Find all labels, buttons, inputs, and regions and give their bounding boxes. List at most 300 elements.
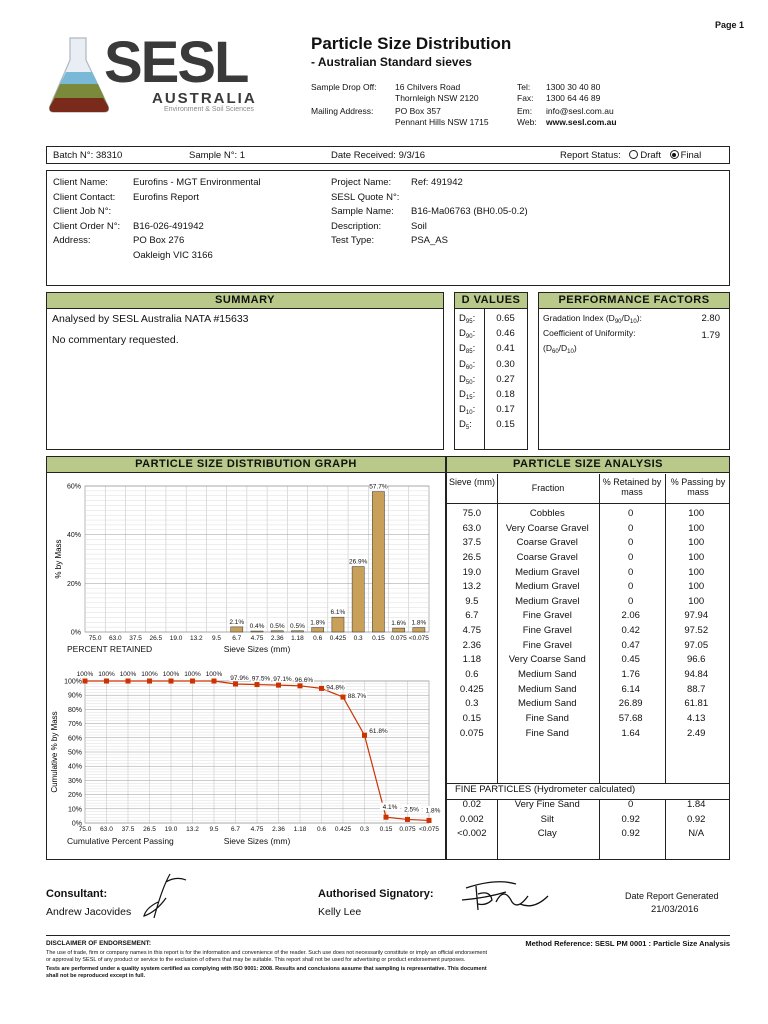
sample-label: Sample N°: (189, 150, 238, 161)
x-tick-label: 6.7 (232, 635, 242, 642)
passing-cell: 4.13 (686, 712, 706, 724)
x-tick-label: 0.075 (390, 635, 407, 642)
dvalue-label: $D_5$: (459, 419, 472, 432)
bar-label: 57.7% (369, 483, 388, 491)
performance-header: PERFORMANCE FACTORS (539, 293, 729, 309)
point-label: 100% (76, 671, 94, 678)
sieve-cell: 75.0 (462, 508, 482, 519)
fraction-cell: Cobbles (529, 508, 565, 519)
passing-cell: 0.92 (686, 813, 706, 825)
bar (312, 628, 324, 632)
fraction-cell: Medium Gravel (515, 595, 580, 607)
data-point (319, 686, 324, 691)
retained-cell: 26.89 (618, 698, 643, 710)
bar (413, 628, 425, 632)
dvalue-value: 0.30 (496, 358, 515, 370)
bar (291, 631, 303, 632)
passing-cell: 97.94 (684, 610, 709, 622)
passing-cell: 100 (688, 508, 705, 519)
sieve-cell: 63.0 (462, 522, 482, 534)
batch-bar (46, 146, 730, 164)
fraction-cell: Silt (540, 813, 554, 825)
col-retained-header: % Retained by mass (602, 477, 662, 497)
table-row (447, 595, 729, 610)
x-tick-label: 63.0 (109, 635, 122, 642)
point-label: 100% (162, 671, 180, 678)
fraction-cell: Medium Sand (517, 698, 577, 710)
drop-off-label: Sample Drop Off: (311, 82, 377, 92)
date-value: 9/3/16 (398, 150, 426, 161)
client-block (46, 170, 730, 286)
data-point (405, 817, 410, 822)
table-row (447, 668, 729, 683)
bar-label: 1.8% (411, 619, 427, 627)
dvalue-value: 0.17 (496, 404, 515, 416)
x-tick-label: 75.0 (88, 635, 102, 642)
x-tick-label: 26.5 (149, 635, 163, 642)
analysis-panel (446, 456, 730, 860)
sieve-cell: 0.075 (459, 727, 484, 739)
y-tick-label: 70% (67, 721, 82, 729)
page-title: Particle Size Distribution (311, 34, 512, 53)
dvalue-row (455, 387, 527, 402)
point-label: 100% (98, 671, 115, 678)
cumulative-passing-chart (47, 663, 445, 859)
y-tick-label: 100% (64, 678, 82, 686)
date-received (331, 150, 425, 161)
retained-cell: 0 (628, 508, 634, 519)
sesl-logo (46, 30, 286, 116)
web-label: Web: (517, 117, 537, 127)
sample-name-label: Sample Name: (331, 206, 394, 217)
dvalue-row (455, 372, 527, 387)
client-contact-label: Client Contact: (53, 191, 116, 203)
retained-cell: 0 (628, 566, 634, 578)
fraction-cell: Fine Sand (525, 712, 569, 724)
sieve-cell: 6.7 (465, 610, 479, 622)
summary-panel (46, 292, 444, 450)
x-tick-label: 37.5 (129, 635, 142, 642)
data-point (126, 679, 131, 684)
x-tick-label: 13.2 (189, 635, 203, 642)
data-point (104, 679, 109, 684)
point-label: 100% (184, 671, 201, 678)
point-label: 100% (141, 671, 158, 678)
table-row (447, 697, 729, 712)
dvalue-subscript: 10 (465, 410, 473, 417)
x-tick-label: 0.3 (353, 635, 363, 642)
mailing-line1: PO Box 357 (395, 106, 441, 116)
draft-radio[interactable] (629, 150, 638, 159)
project-name: Ref: 491942 (411, 177, 463, 188)
uniformity-formula: $(D_{60}/D_{10})$ (543, 343, 577, 355)
dvalue-value: 0.18 (496, 388, 515, 400)
email-label: Em: (517, 106, 533, 116)
table-row (447, 566, 729, 581)
signatory-name: Kelly Lee (318, 906, 362, 918)
logo-tagline: Environment & Soil Sciences (164, 106, 254, 113)
fraction-cell: Medium Gravel (515, 566, 580, 578)
point-label: 1.8% (425, 807, 441, 815)
table-row (447, 683, 729, 698)
test-type-value: PSA_AS (411, 235, 448, 246)
passing-cell: 100 (688, 537, 705, 549)
bar-label: 0.5% (290, 622, 305, 630)
x-tick-label: 2.36 (272, 826, 285, 833)
dvalue-label: $D_{15}$: (459, 388, 476, 401)
retained-cell: 1.64 (621, 727, 640, 739)
point-label: 88.7% (347, 693, 367, 701)
sieve-cell: 0.6 (465, 669, 479, 681)
client-address-line2: Oakleigh VIC 3166 (133, 249, 213, 261)
passing-cell: 61.81 (684, 698, 709, 710)
dvalue-label: $D_{95}$: (459, 313, 476, 325)
fraction-cell: Clay (537, 828, 557, 839)
contact-block-right (517, 82, 617, 128)
sieve-cell: 26.5 (462, 551, 482, 563)
bar-label: 0.5% (269, 622, 285, 630)
retained-cell: 1.76 (621, 669, 640, 681)
sieve-cell: 0.425 (459, 683, 484, 695)
consultant-name: Andrew Jacovides (46, 906, 132, 918)
disclaimer-title: DISCLAIMER OF ENDORSEMENT: (46, 940, 152, 947)
sieve-cell: <0.002 (457, 828, 487, 839)
signatory-signature-icon (456, 876, 556, 916)
bar (251, 631, 263, 632)
x-tick-label: 37.5 (121, 826, 135, 833)
sieve-cell: 9.5 (465, 595, 479, 607)
bar-label: 0.4% (249, 623, 265, 631)
summary-line2: No commentary requested. (52, 334, 179, 346)
fax-value: 1300 64 46 89 (546, 93, 601, 103)
fraction-cell: Very Coarse Sand (508, 654, 586, 666)
tel-label: Tel: (517, 82, 531, 92)
passing-cell: 97.52 (684, 625, 709, 637)
logo-text: SESL (104, 30, 248, 95)
table-row (447, 551, 729, 566)
data-point (298, 683, 303, 688)
fraction-cell: Very Coarse Gravel (505, 522, 589, 534)
percent-retained-chart (47, 474, 445, 674)
description-label: Description: (331, 220, 382, 232)
y-axis-label: % by Mass (54, 539, 63, 579)
sieve-cell: 0.002 (459, 813, 484, 825)
retained-cell: 0 (628, 799, 634, 810)
summary-header: SUMMARY (47, 293, 443, 309)
x-tick-label: 0.425 (329, 635, 347, 642)
passing-cell: 97.05 (684, 639, 709, 651)
sieve-cell: 0.15 (462, 712, 482, 724)
logo-subtext: AUSTRALIA (152, 90, 257, 107)
y-tick-label: 20% (67, 792, 82, 800)
point-label: 94.8% (326, 684, 345, 692)
dvalue-subscript: 15 (465, 394, 473, 401)
y-tick-label: 0% (71, 820, 82, 828)
table-row (447, 624, 729, 639)
point-label: 100% (205, 671, 223, 678)
client-name-label: Client Name: (53, 177, 108, 188)
table-row (447, 536, 729, 551)
table-row (447, 609, 729, 624)
data-point (276, 683, 281, 688)
data-point (255, 682, 260, 687)
disclaimer-line2: or approval by SESL of any product or service to the exclusion of others that may be suitable. This report shall not be used for advertising or product endorsement purposes. (46, 957, 466, 963)
passing-cell: 94.84 (684, 669, 709, 681)
fax-label: Fax: (517, 93, 534, 103)
retained-cell: 0.45 (621, 654, 640, 666)
table-row (447, 653, 729, 668)
fraction-cell: Coarse Gravel (516, 537, 578, 549)
disclaimer-line4: shall not be reproduced except in full. (46, 973, 146, 979)
retained-cell: 57.68 (618, 712, 643, 724)
chart-caption: PERCENT RETAINED (67, 644, 153, 654)
chart-caption: Cumulative Percent Passing (67, 836, 174, 846)
sieve-cell: 0.3 (465, 698, 479, 710)
x-tick-label: 9.5 (212, 635, 222, 642)
final-radio[interactable] (670, 150, 679, 159)
client-right (331, 176, 711, 249)
passing-cell: 100 (688, 566, 705, 578)
data-point (233, 681, 238, 686)
description-value: Soil (411, 220, 427, 232)
bar (332, 617, 344, 632)
y-tick-label: 40% (67, 763, 82, 771)
y-tick-label: 30% (67, 777, 82, 785)
fraction-cell: Very Fine Sand (514, 799, 580, 810)
report-status (560, 150, 701, 161)
passing-cell: N/A (688, 828, 705, 839)
point-label: 97.9% (230, 674, 249, 682)
table-row (447, 639, 729, 654)
dvalue-subscript: 50 (465, 379, 473, 386)
performance-panel (538, 292, 730, 450)
point-label: 97.1% (273, 676, 292, 684)
disclaimer-body (46, 950, 736, 980)
y-tick-label: 80% (67, 706, 82, 714)
data-point (169, 679, 174, 684)
retained-cell: 0.42 (621, 625, 640, 637)
uniformity-label: Coefficient of Uniformity: (543, 328, 636, 338)
quote-label: SESL Quote N°: (331, 191, 400, 203)
disclaimer-line1: The use of trade, firm or company names in this report is for the information and convenience of the reader. Such use does not necessarily constitute or imply an official endorsement (46, 950, 488, 956)
dvalue-subscript: 85 (465, 349, 473, 356)
bar (352, 567, 364, 632)
x-tick-label: 4.75 (250, 826, 264, 833)
passing-cell: 1.84 (686, 799, 706, 810)
table-row (447, 827, 729, 842)
dvalue-row (455, 402, 527, 417)
x-tick-label: 0.15 (379, 826, 393, 833)
page-subtitle: - Australian Standard sieves (311, 55, 472, 69)
y-axis-label: Cumulative % by Mass (50, 711, 59, 793)
sieve-cell: 13.2 (462, 581, 482, 593)
passing-cell: 100 (688, 551, 705, 563)
tel-value: 1300 30 40 80 (546, 82, 601, 92)
table-row (447, 813, 729, 828)
summary-line1: Analysed by SESL Australia NATA #15633 (52, 313, 249, 325)
dvalue-row (455, 326, 527, 341)
analysis-header: PARTICLE SIZE ANALYSIS (447, 457, 729, 473)
fraction-cell: Fine Sand (525, 727, 569, 739)
graph-panel (46, 456, 446, 860)
data-point (212, 679, 217, 684)
y-tick-label: 20% (66, 580, 81, 588)
x-tick-label: 19.0 (164, 826, 178, 833)
drop-off-line1: 16 Chilvers Road (395, 82, 461, 92)
dvalue-value: 0.46 (496, 328, 515, 340)
test-type-label: Test Type: (331, 235, 375, 246)
dvalues-header: D VALUES (455, 293, 527, 309)
status-label: Report Status: (560, 150, 621, 161)
passing-cell: 100 (688, 595, 705, 607)
sieve-cell: 0.02 (462, 799, 482, 810)
y-tick-label: 60% (67, 735, 82, 743)
retained-cell: 2.06 (621, 610, 640, 622)
dvalue-subscript: 90 (465, 334, 473, 341)
fraction-cell: Fine Gravel (522, 610, 572, 622)
client-job-label: Client Job N°: (53, 206, 112, 217)
passing-cell: 88.7 (686, 683, 706, 695)
retained-cell: 0 (628, 537, 634, 549)
table-row (447, 580, 729, 595)
x-tick-label: 2.36 (270, 635, 284, 642)
sieve-cell: 1.18 (462, 654, 482, 666)
graph-header: PARTICLE SIZE DISTRIBUTION GRAPH (47, 457, 445, 473)
bar (393, 628, 405, 632)
dvalue-label: $D_{10}$: (459, 404, 476, 417)
point-label: 97.5% (251, 675, 271, 683)
x-tick-label: <0.075 (408, 635, 429, 642)
point-label: 96.6% (294, 676, 314, 684)
data-point (384, 815, 389, 820)
consultant-signature-icon (136, 868, 192, 924)
data-point (362, 733, 367, 738)
x-tick-label: 0.3 (359, 826, 370, 833)
bar-label: 6.1% (330, 609, 346, 617)
fraction-cell: Coarse Gravel (516, 551, 578, 563)
retained-cell: 0 (628, 522, 634, 534)
sample-number (189, 150, 245, 161)
x-tick-label: 0.15 (372, 635, 385, 642)
date-generated-label: Date Report Generated (625, 891, 719, 901)
drop-off-line2: Thornleigh NSW 2120 (395, 93, 479, 103)
page-number: Page 1 (714, 20, 744, 30)
sieve-cell: 37.5 (462, 537, 482, 549)
dvalue-row (455, 311, 527, 326)
gradation-index-label: Gradation Index $(D_{90}/D_{10})$: (543, 313, 642, 325)
dvalue-value: 0.15 (496, 419, 515, 431)
y-tick-label: 60% (66, 483, 81, 491)
x-tick-label: 9.5 (209, 826, 219, 833)
date-generated-value: 21/03/2016 (651, 904, 699, 915)
point-label: 4.1% (382, 804, 398, 812)
web-value: www.sesl.com.au (546, 117, 617, 127)
passing-cell: 100 (688, 522, 705, 534)
fraction-cell: Medium Sand (517, 683, 577, 695)
client-contact: Eurofins Report (133, 191, 200, 203)
x-tick-label: 26.5 (143, 826, 156, 833)
fraction-cell: Fine Gravel (522, 625, 572, 637)
dvalue-subscript: 95 (465, 319, 473, 325)
x-tick-label: 63.0 (100, 826, 113, 833)
col-sieve-header: Sieve (mm) (448, 477, 495, 487)
disclaimer-line3: Tests are performed under a quality system certified as complying with ISO 9001: 2008. Results and conclusions assume that sampling is representative. This document (46, 966, 487, 972)
mailing-line2: Pennant Hills NSW 1715 (395, 117, 489, 127)
final-label: Final (680, 150, 702, 161)
batch-label: Batch N°: (53, 150, 94, 161)
signatory-label: Authorised Signatory: (318, 888, 434, 900)
x-tick-label: 75.0 (78, 826, 92, 833)
data-point (427, 818, 432, 823)
fraction-cell: Medium Gravel (515, 581, 580, 593)
x-tick-label: 0.425 (334, 826, 352, 833)
bar (231, 627, 243, 632)
fine-particles-header: FINE PARTICLES (Hydrometer calculated) (455, 784, 636, 795)
retained-cell: 0.92 (621, 813, 640, 825)
batch-value: 38310 (95, 150, 123, 161)
sieve-cell: 19.0 (462, 566, 482, 578)
retained-cell: 0 (628, 551, 634, 563)
dvalue-row (455, 417, 527, 432)
gradation-index-value: 2.80 (701, 313, 720, 324)
x-tick-label: 4.75 (250, 635, 264, 642)
table-row (447, 522, 729, 537)
x-tick-label: 0.075 (399, 826, 416, 833)
uniformity-value: 1.79 (701, 330, 720, 341)
email-value: info@sesl.com.au (546, 106, 614, 116)
data-point (83, 679, 88, 684)
table-row (447, 798, 729, 813)
client-left (53, 176, 323, 263)
dvalue-value: 0.41 (496, 343, 515, 355)
dvalue-label: $D_{60}$: (459, 358, 476, 371)
retained-cell: 0.47 (621, 639, 640, 651)
mailing-label: Mailing Address: (311, 106, 374, 116)
client-address-label: Address: (53, 235, 91, 246)
passing-cell: 96.6 (686, 654, 706, 666)
sieve-cell: 2.36 (462, 639, 482, 651)
data-point (147, 679, 152, 684)
project-name-label: Project Name: (331, 177, 392, 188)
bar-label: 1.8% (310, 619, 326, 627)
draft-label: Draft (640, 150, 661, 161)
point-label: 100% (119, 671, 137, 678)
x-tick-label: <0.075 (418, 826, 440, 833)
x-tick-label: 19.0 (169, 635, 183, 642)
x-tick-label: 13.2 (186, 826, 199, 833)
retained-cell: 0 (628, 581, 634, 593)
y-tick-label: 40% (66, 532, 81, 540)
sample-name: B16-Ma06763 (BH0.05-0.2) (411, 206, 528, 217)
point-label: 2.5% (404, 806, 419, 814)
dvalue-subscript: 60 (465, 364, 473, 371)
x-tick-label: 6.7 (230, 826, 241, 833)
point-label: 61.8% (369, 728, 388, 736)
x-tick-label: 0.6 (316, 826, 327, 833)
x-tick-label: 1.18 (291, 635, 304, 642)
contact-block (311, 82, 489, 128)
consultant-label: Consultant: (46, 888, 108, 900)
retained-cell: 6.14 (621, 683, 640, 695)
y-tick-label: 0% (70, 629, 81, 637)
bar (271, 631, 283, 632)
dvalue-row (455, 357, 527, 372)
batch-number (53, 150, 122, 161)
x-tick-label: 0.6 (313, 635, 323, 642)
bar-label: 2.1% (229, 618, 245, 626)
x-tick-label: 1.18 (293, 826, 307, 833)
client-name: Eurofins - MGT Environmental (133, 177, 261, 188)
